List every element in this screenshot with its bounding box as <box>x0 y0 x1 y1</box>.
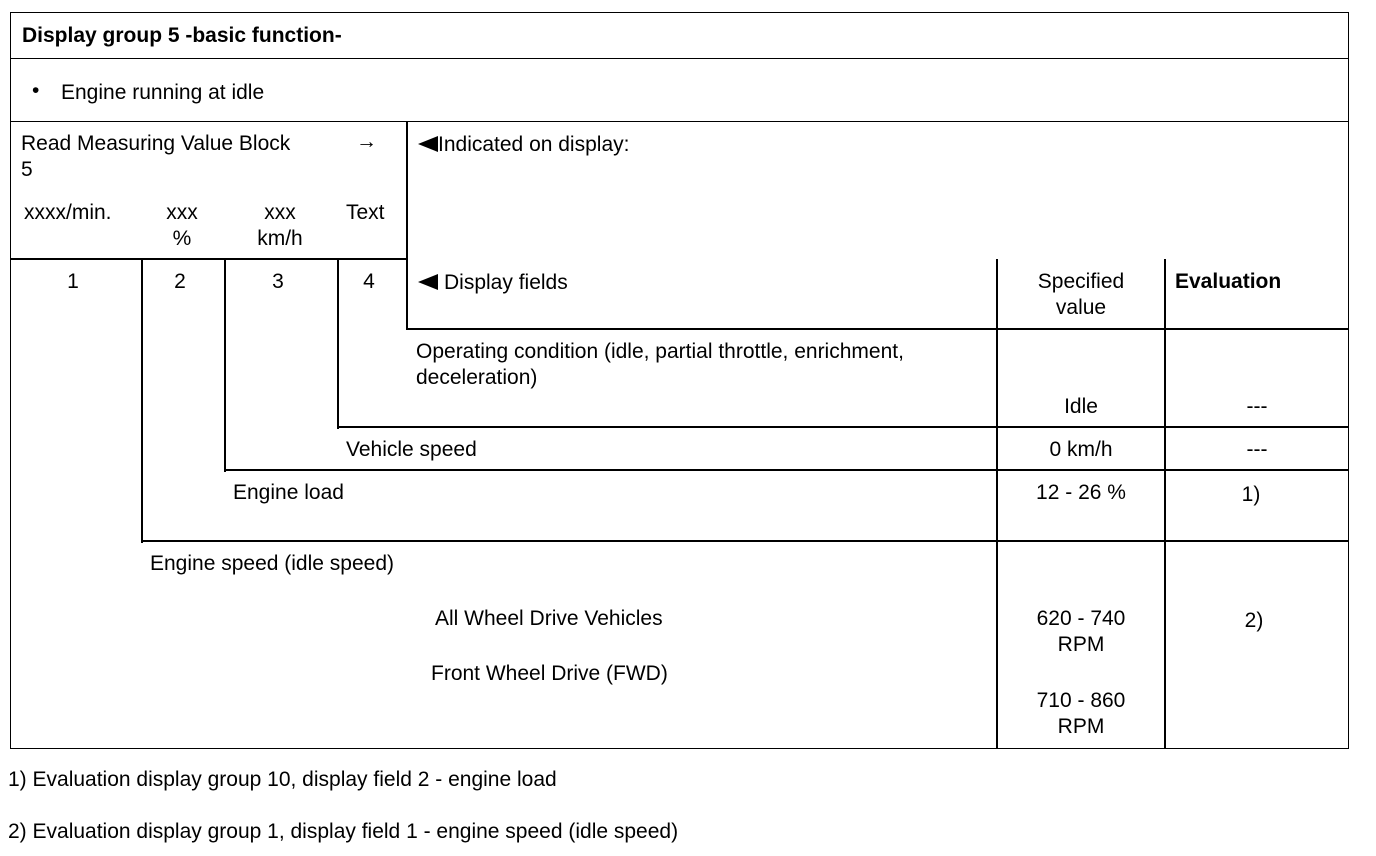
outer-border-right <box>1348 12 1349 749</box>
bullet-text: Engine running at idle <box>61 81 265 104</box>
outer-border-left <box>10 12 11 749</box>
unit-rpm: xxxx/min. <box>24 201 112 224</box>
block-box-bottom <box>10 258 408 260</box>
engine-load-evaluation: 1) <box>1241 483 1261 506</box>
read-block-label: Read Measuring Value Block <box>21 132 291 155</box>
vehicle-speed-evaluation: --- <box>1246 438 1268 461</box>
bullet-icon: • <box>32 79 40 102</box>
specified-value-header: Specified value <box>1037 270 1125 319</box>
awd-label: All Wheel Drive Vehicles <box>435 607 663 630</box>
display-fields-header: Display fields <box>418 270 568 296</box>
bullet-divider <box>10 121 1349 122</box>
outer-border-bottom <box>10 748 1349 749</box>
footnote-2: 2) Evaluation display group 1, display field 1 - engine speed (idle speed) <box>8 820 679 843</box>
title-divider <box>10 58 1349 59</box>
engine-speed-label: Engine speed (idle speed) <box>150 552 395 575</box>
field-4-bracket <box>337 259 339 429</box>
outer-border-top <box>10 12 1349 13</box>
read-block-number: 5 <box>21 158 33 181</box>
operating-evaluation: --- <box>1246 395 1268 418</box>
unit-text: Text <box>346 201 385 224</box>
left-triangle-icon <box>418 136 438 152</box>
block-box-right <box>406 122 408 329</box>
field-3-bracket <box>224 259 226 472</box>
vehicle-speed-specified: 0 km/h <box>1049 438 1113 461</box>
vehicle-speed-row-bottom <box>224 469 1349 471</box>
unit-percent-bottom: % <box>172 227 192 250</box>
operating-row-bottom <box>337 426 1349 428</box>
operating-condition-label: Operating condition (idle, partial throttle, enrichment, deceleration) <box>416 340 904 389</box>
unit-speed-top: xxx <box>264 201 296 224</box>
header-divider <box>406 328 1349 330</box>
field-number-2: 2 <box>174 270 186 293</box>
awd-specified: 620 - 740 RPM <box>1036 607 1126 656</box>
footnote-1: 1) Evaluation display group 10, display field 2 - engine load <box>8 768 557 791</box>
engine-load-row-bottom <box>141 540 1349 542</box>
engine-load-specified: 12 - 26 % <box>1036 481 1126 504</box>
engine-speed-evaluation: 2) <box>1244 609 1264 632</box>
right-arrow-icon: → <box>356 130 377 153</box>
fwd-specified: 710 - 860 RPM <box>1036 689 1126 738</box>
evaluation-header: Evaluation <box>1175 270 1282 293</box>
vehicle-speed-label: Vehicle speed <box>346 438 477 461</box>
field-2-bracket <box>141 259 143 543</box>
unit-speed-bottom: km/h <box>257 227 303 250</box>
operating-specified: Idle <box>1064 395 1098 418</box>
page-title: Display group 5 -basic function- <box>22 24 342 47</box>
engine-load-label: Engine load <box>233 481 344 504</box>
left-triangle-icon <box>418 274 438 290</box>
field-number-4: 4 <box>363 270 375 293</box>
fwd-label: Front Wheel Drive (FWD) <box>431 662 668 685</box>
indicated-label: Indicated on display: <box>418 132 629 158</box>
field-number-3: 3 <box>272 270 284 293</box>
unit-percent-top: xxx <box>166 201 198 224</box>
field-number-1: 1 <box>67 270 79 293</box>
